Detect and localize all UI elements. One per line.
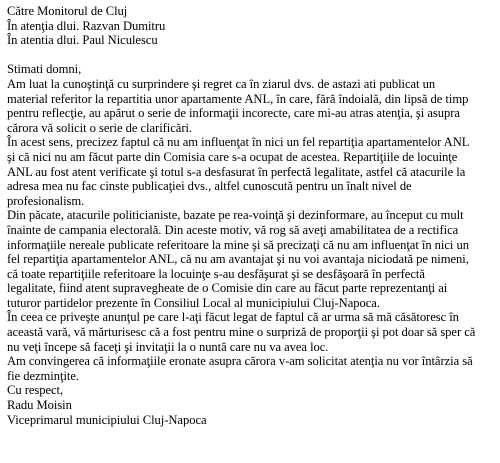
body-line: înainte de campania electorală. Din aceste motiv, vă rog să aveţi amabilitatea de a rectifica <box>7 222 459 237</box>
body-line: fel repartiţia apartamentelor ANL, că nu am avantajat şi nu voi avantaja niciodată pe nimeni, <box>7 252 469 267</box>
body-line: Am convingerea că informaţiile eronate asupra cărora v-am solicitat atenţia nu vor întârzia să <box>7 354 473 369</box>
signature-name: Radu Moisin <box>7 398 72 413</box>
body-line: această vară, vă mărturisesc că a fost pentru mine o surpriză de proporţii şi pot doar să sper că <box>7 325 476 340</box>
signature-title: Viceprimarul municipiului Cluj-Napoca <box>7 412 207 427</box>
body-line: şi că nici nu am făcut parte din Comisia care s-a ocupat de acestea. Repartiţiile de locuinţe <box>7 149 458 164</box>
body-line: că toate repartiţiile referitoare la locuinţe s-au desfăşurat şi se desfăşoară în perfectă <box>7 266 425 281</box>
body-line: material referitor la repartitia unor apartamente ANL, în care, fără îndoială, din lipsă de timp <box>7 91 469 106</box>
body-line: informaţiile nereale publicate referitoare la mine şi să precizaţi că nu am influenţat în nici un <box>7 237 469 252</box>
paragraph-1 <box>7 77 496 135</box>
spacer <box>7 48 496 63</box>
body-line: tuturor partidelor prezente în Consiliul Local al municipiului Cluj-Napoca. <box>7 295 380 310</box>
attention-line-1: În atenţia dlui. Razvan Dumitru <box>7 18 166 33</box>
body-line: Din păcate, atacurile politicianiste, bazate pe rea-voinţă şi dezinformare, au început cu mult <box>7 208 464 223</box>
body-line: legalitate, fiind atent supravegheate de o Comisie din care au făcut parte reprezentanţi ai <box>7 281 448 296</box>
paragraph-2 <box>7 135 496 208</box>
paragraph-4 <box>7 310 496 354</box>
body-line: Am luat la cunoştinţă cu surprindere şi regret ca în ziarul dvs. de astazi ati publicat un <box>7 76 436 91</box>
body-line: pentru reflecţie, au apărut o serie de informaţii incorecte, care mi-au atras atenţia, şi asupra <box>7 106 460 121</box>
body-line: profesionalism. <box>7 193 85 208</box>
letter-header <box>7 4 496 48</box>
body-line: În acest sens, precizez faptul că nu am influenţat în nici un fel repartiţia apartamentelor ANL <box>7 135 470 150</box>
body-line: nu veţi începe să faceţi şi invitaţii la o nuntă care nu va avea loc. <box>7 339 329 354</box>
paragraph-5 <box>7 354 496 383</box>
body-line: cărora vă solicit o serie de clarificări. <box>7 120 193 135</box>
attention-line-2: În atentia dlui. Paul Niculescu <box>7 33 158 48</box>
letter-closing <box>7 383 496 427</box>
body-line: adresa mea nu fac cinste publicaţiei dvs., altfel cunoscută pentru un înalt nivel de <box>7 179 412 194</box>
greeting: Stimati domni, <box>7 62 82 77</box>
body-line: În ceea ce priveşte anunţul pe care l-aţi făcut legat de faptul că ar urma să mă căsătoresc în <box>7 310 459 325</box>
body-line: fie dezminţite. <box>7 368 79 383</box>
body-line: ANL au fost atent verificate şi totul s-a desfasurat în perfectă legalitate, astfel că atacurile la <box>7 164 466 179</box>
recipient-line: Către Monitorul de Cluj <box>7 4 128 18</box>
closing-line: Cu respect, <box>7 383 64 398</box>
paragraph-3 <box>7 208 496 310</box>
